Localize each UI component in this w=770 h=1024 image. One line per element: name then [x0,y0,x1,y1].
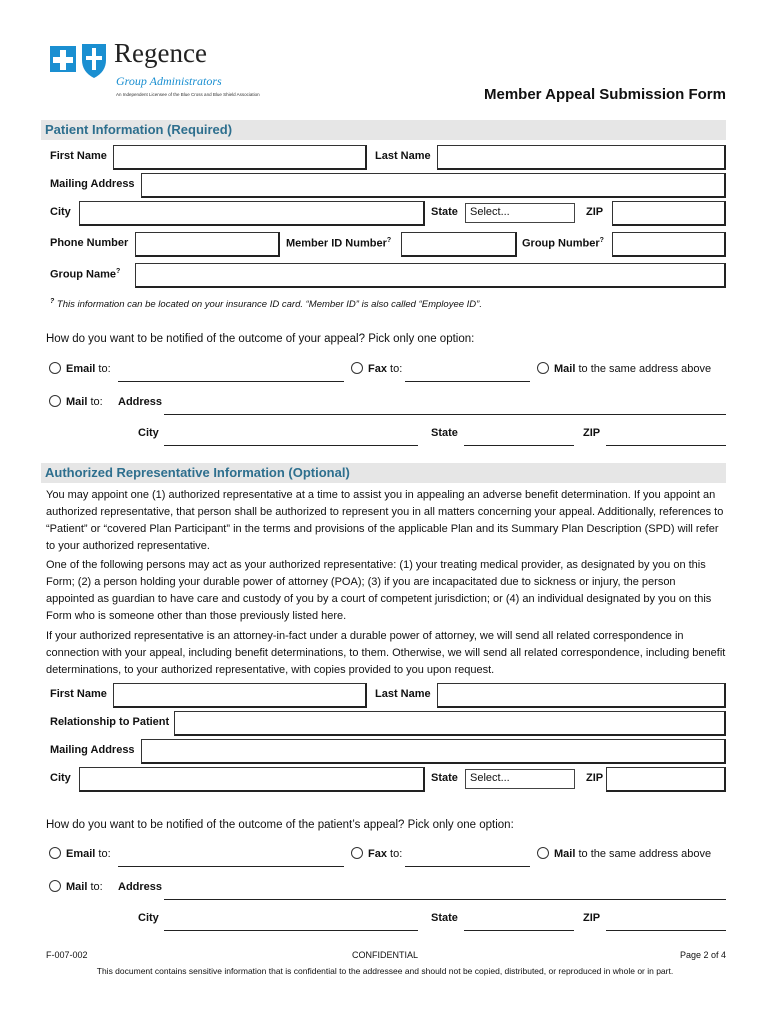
mail-to-label-rest: to: [87,396,103,408]
group-number-note-marker: ? [599,237,604,244]
email-label-2-bold: Email [66,848,96,860]
mail-same-radio-2[interactable] [537,847,549,859]
logo [50,38,110,78]
id-footnote [50,298,482,310]
email-radio[interactable] [49,362,61,374]
mailing-address-label: Mailing Address [50,178,135,190]
group-name-text: Group Name [50,268,117,281]
page-number: Page 2 of 4 [679,950,726,960]
group-name-label [50,268,120,281]
patient-state-select[interactable]: Select... [465,203,575,223]
mail-same-label-2-bold: Mail [554,848,576,860]
rep-last-name-label: Last Name [375,688,431,700]
rep-first-name-field[interactable] [113,683,367,708]
mail-to-radio-2[interactable] [49,880,61,892]
notify-question: How do you want to be notified of the outcome of your appeal? Pick only one option: [46,333,475,345]
city-line[interactable] [164,445,418,446]
patient-zip-field[interactable] [612,201,726,226]
mail-to-label-bold: Mail [66,396,88,408]
email-label-2-rest: to: [95,848,111,860]
member-id-note-marker: ? [386,237,392,244]
phone-label: Phone Number [50,237,129,249]
notify-question-2: How do you want to be notified of the outcome of the patient’s appeal? Pick only one option: [46,819,514,831]
mail-same-label-2-rest: to the same address above [575,848,712,860]
mail-to-label [66,396,103,408]
fax-label-2-bold: Fax [368,848,387,860]
email-line[interactable] [118,381,344,382]
fax-radio-2[interactable] [351,847,363,859]
mail-same-label-2 [554,848,711,860]
fax-line-2[interactable] [405,866,530,867]
zip-line[interactable] [606,445,726,446]
email-line-2[interactable] [118,866,344,867]
zip-label: ZIP [586,206,604,218]
fax-radio[interactable] [351,362,363,374]
fax-line[interactable] [405,381,530,382]
patient-group-number-field[interactable] [612,232,726,257]
fax-label-rest: to: [386,363,403,375]
group-number-label [522,237,604,250]
patient-first-name-field[interactable] [113,145,367,170]
email-radio-2[interactable] [49,847,61,859]
rep-zip-field[interactable] [606,767,726,792]
state-label: State [431,206,458,218]
rep-paragraph-3: If your authorized representative is an attorney-in-fact under a durable power of attorney, we will send all related correspondence in connection with your appeal, including benefit determinations, to them. Otherwise, we will send all related correspondence, including benefit determinations, to your authorized representative, with copies provided to you upon request. [46,630,726,676]
rep-address-field[interactable] [141,739,726,764]
rep-last-name-field[interactable] [437,683,726,708]
patient-last-name-field[interactable] [437,145,726,170]
relationship-label: Relationship to Patient [50,716,170,728]
email-label-bold: Email [66,363,96,375]
mail-same-label-bold: Mail [554,363,576,375]
confidential-label: CONFIDENTIAL [351,950,418,960]
first-name-label: First Name [50,150,107,162]
mail-same-label-rest: to the same address above [575,363,712,375]
address-label: Address [118,396,163,408]
rep-city-field[interactable] [79,767,425,792]
fax-label-2-rest: to: [386,848,403,860]
patient-section-header [41,120,726,140]
state-line[interactable] [464,445,574,446]
rep-section-header [41,463,726,483]
mail-to-radio[interactable] [49,395,61,407]
state-label: State [431,427,458,439]
patient-group-name-field[interactable] [135,263,726,288]
rep-relationship-field[interactable] [174,711,726,736]
zip-label-2: ZIP [583,912,601,924]
rep-mailing-address-label: Mailing Address [50,744,135,756]
patient-member-id-field[interactable] [401,232,517,257]
member-id-label [286,237,391,250]
address-line[interactable] [164,414,726,415]
mail-same-radio[interactable] [537,362,549,374]
footnote-marker: ? [50,298,55,305]
city-label: City [50,206,71,218]
brand-tagline: An Independent Licensee of the Blue Cross and Blue Shield Association [116,92,260,97]
email-label-rest: to: [95,363,111,375]
address-line-2[interactable] [164,899,726,900]
rep-state-label: State [431,772,458,784]
member-id-text: Member ID Number [286,237,387,250]
last-name-label: Last Name [375,150,431,162]
email-label-2 [66,848,111,860]
fax-label-bold: Fax [368,363,387,375]
mail-to-label-2-rest: to: [87,881,103,893]
mail-same-label [554,363,711,375]
footnote-text: This information can be located on your insurance ID card. “Member ID” is also called “Employee ID”. [56,299,482,311]
city-line-2[interactable] [164,930,418,931]
rep-city-label: City [50,772,71,784]
mail-to-label-2-bold: Mail [66,881,88,893]
brand-subtitle: Group Administrators [116,74,222,88]
blue-cross-shield-icon [50,38,110,78]
group-name-note-marker: ? [116,268,121,275]
patient-city-field[interactable] [79,201,425,226]
group-number-text: Group Number [522,237,600,250]
email-label [66,363,111,375]
rep-first-name-label: First Name [50,688,107,700]
rep-state-select[interactable]: Select... [465,769,575,789]
fax-label-2 [368,848,402,860]
patient-phone-field[interactable] [135,232,280,257]
city-label: City [138,427,159,439]
zip-line-2[interactable] [606,930,726,931]
city-label-2: City [138,912,159,924]
address-label-2: Address [118,881,163,893]
brand-name: Regence [114,38,207,68]
rep-section-title: Authorized Representative Information (Optional) [45,465,350,480]
state-label-2: State [431,912,458,924]
rep-paragraph-1: You may appoint one (1) authorized representative at a time to assist you in appealing an adverse benefit determination. If you appoint an authorized representative, that person shall be authorized to represent you in all matters concerning your appeal. Additionally, references to “Patient” or “covered Plan Participant” in the terms and provisions of the applicable Plan and its Summary Plan Description (SPD) will refer to your authorized representative. [46,489,724,552]
mail-to-label-2 [66,881,103,893]
form-title: Member Appeal Submission Form [484,86,726,103]
form-code: F-007-002 [46,950,88,960]
confidential-notice: This document contains sensitive information that is confidential to the addressee and should not be copied, distributed, or reproduced in whole or in part. [96,966,674,976]
patient-address-field[interactable] [141,173,726,198]
rep-paragraph-2: One of the following persons may act as your authorized representative: (1) your treating medical provider, as designated by you on this Form; (2) a person holding your durable power of attorney (POA); (3) if you are incapacitated due to sickness or injury, the person appointed as guardian to have care and custody of you by a court of competent jurisdiction; or (4) an individual designated by you on this Form who is someone other than those previously listed here. [46,559,712,622]
state-line-2[interactable] [464,930,574,931]
fax-label [368,363,402,375]
zip-label: ZIP [583,427,601,439]
patient-section-title: Patient Information (Required) [45,122,233,137]
rep-zip-label: ZIP [586,772,604,784]
